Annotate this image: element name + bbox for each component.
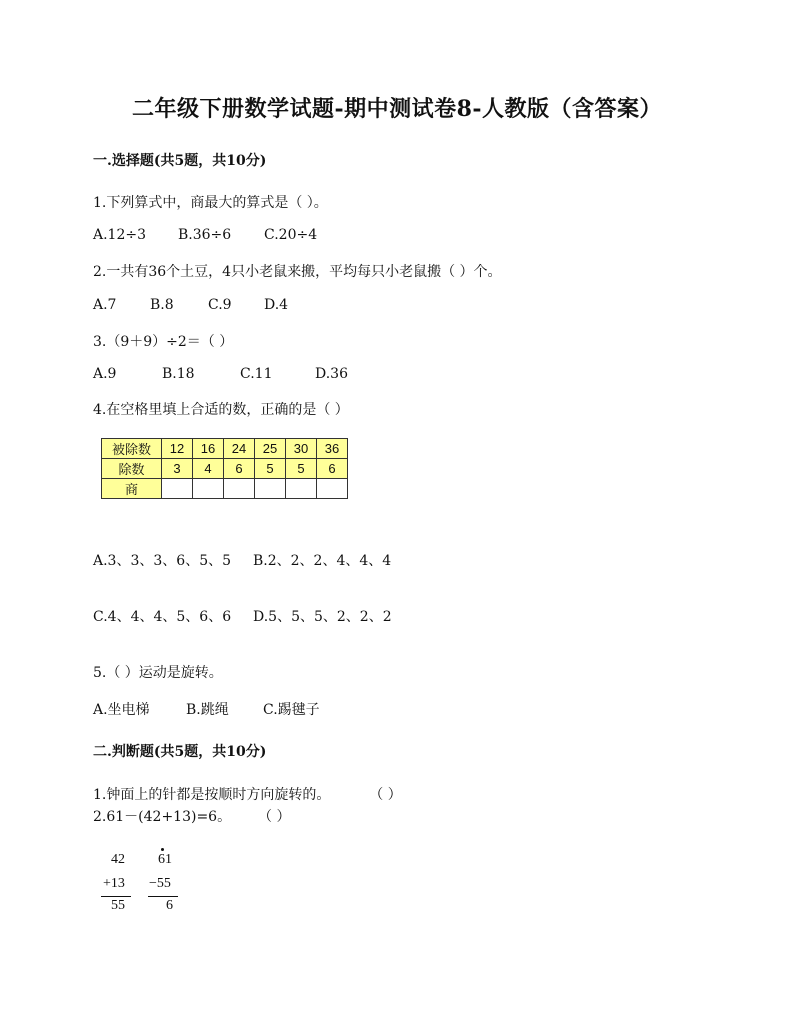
page-title: 二年级下册数学试题-期中测试卷8-人教版（含答案）	[131, 96, 663, 122]
calc-left-result: 55	[111, 898, 125, 913]
question-1-option-c: C.20÷4	[264, 227, 318, 243]
question-1-option-a: A.12÷3	[93, 227, 147, 243]
table-cell-empty	[286, 479, 317, 499]
table-cell: 5	[286, 459, 317, 479]
question-1-text: 1.下列算式中，商最大的算式是（ ）。	[93, 195, 328, 211]
calc-left-top: 42	[111, 852, 125, 867]
section-heading-choice: 一.选择题(共5题，共10分)	[93, 153, 267, 169]
table-cell: 16	[193, 439, 224, 459]
question-2-option-c: C.9	[208, 297, 232, 313]
judgement-1-blank: （ ）	[369, 787, 402, 803]
question-5-text: 5.（ ）运动是旋转。	[93, 665, 223, 681]
calc-right-rule	[148, 896, 178, 897]
question-4-option-a: A.3、3、3、6、5、5	[93, 553, 232, 569]
table-cell-empty	[224, 479, 255, 499]
judgement-2-blank: （ ）	[258, 809, 291, 825]
table-row	[102, 439, 348, 459]
division-table	[101, 438, 348, 499]
table-row	[102, 459, 348, 479]
table-cell: 4	[193, 459, 224, 479]
question-5-option-b: B.跳绳	[186, 702, 229, 718]
question-3-option-d: D.36	[315, 366, 348, 382]
table-row-label: 被除数	[102, 439, 162, 459]
section-heading-judgement: 二.判断题(共5题，共10分)	[93, 744, 267, 760]
question-5-option-a: A.坐电梯	[93, 702, 150, 718]
table-cell: 12	[162, 439, 193, 459]
question-3-option-b: B.18	[162, 366, 195, 382]
question-4-option-d: D.5、5、5、2、2、2	[253, 609, 392, 625]
calc-right-operand: −55	[149, 876, 171, 891]
table-cell: 5	[255, 459, 286, 479]
judgement-2-statement: 2.61－(42+13)=6。	[93, 809, 232, 825]
table-cell: 30	[286, 439, 317, 459]
calc-left-rule	[101, 896, 131, 897]
question-2-text: 2.一共有36个土豆，4只小老鼠来搬，平均每只小老鼠搬（ ）个。	[93, 264, 502, 280]
table-cell: 3	[162, 459, 193, 479]
question-3-option-c: C.11	[240, 366, 273, 382]
question-2-option-d: D.4	[264, 297, 289, 313]
question-4-option-c: C.4、4、4、5、6、6	[93, 609, 232, 625]
calc-left-operand: +13	[103, 876, 125, 891]
table-cell: 6	[317, 459, 348, 479]
judgement-1-text	[93, 784, 402, 804]
table-cell: 25	[255, 439, 286, 459]
table-cell-empty	[317, 479, 348, 499]
table-row-label: 商	[102, 479, 162, 499]
question-5-option-c: C.踢毽子	[263, 702, 320, 718]
table-cell-empty	[162, 479, 193, 499]
borrow-dot-icon	[161, 848, 164, 851]
question-3-text: 3.（9＋9）÷2＝（ ）	[93, 334, 234, 350]
table-cell: 36	[317, 439, 348, 459]
question-2-option-b: B.8	[150, 297, 174, 313]
judgement-2-text	[93, 806, 290, 826]
table-row-label: 除数	[102, 459, 162, 479]
question-4-option-b: B.2、2、2、4、4、4	[253, 553, 392, 569]
judgement-1-statement: 1.钟面上的针都是按顺时方向旋转的。	[93, 787, 331, 803]
table-row	[102, 479, 348, 499]
table-cell-empty	[193, 479, 224, 499]
table-cell: 24	[224, 439, 255, 459]
question-3-option-a: A.9	[93, 366, 117, 382]
calc-right-result: 6	[166, 898, 173, 913]
question-4-text: 4.在空格里填上合适的数，正确的是（ ）	[93, 402, 349, 418]
table-cell-empty	[255, 479, 286, 499]
question-1-option-b: B.36÷6	[178, 227, 232, 243]
table-cell: 6	[224, 459, 255, 479]
calc-right-top: 61	[158, 852, 172, 867]
question-2-option-a: A.7	[93, 297, 117, 313]
